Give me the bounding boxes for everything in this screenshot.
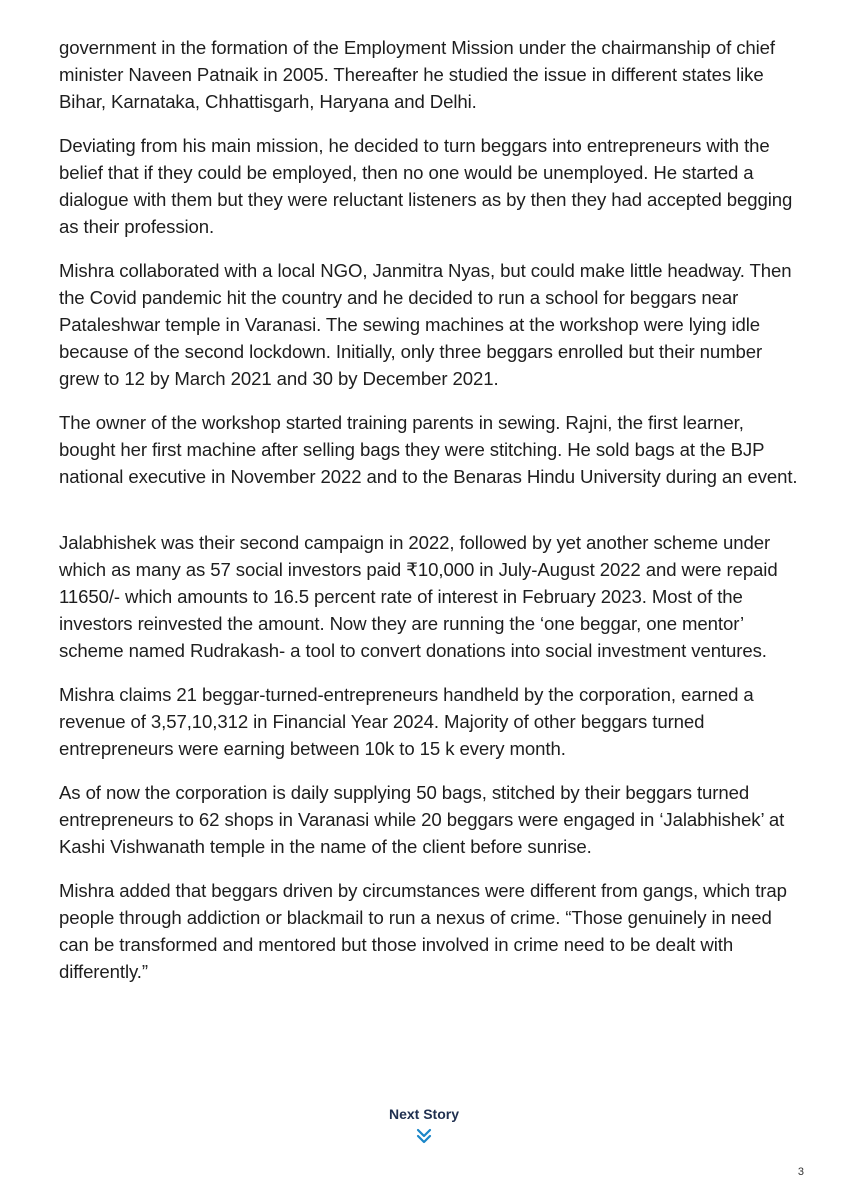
article-body bbox=[59, 34, 799, 985]
paragraph-1: government in the formation of the Employment Mission under the chairmanship of chief minister Naveen Patnaik in 2005. Thereafter he studied the issue in different states like Bihar, Karnataka, Chhattisgarh, Haryana and Delhi. bbox=[59, 37, 775, 112]
paragraph-6: Mishra claims 21 beggar-turned-entrepreneurs handheld by the corporation, earned a revenue of 3,57,10,312 in Financial Year 2024. Majority of other beggars turned entrepreneurs were earning between 10k to 15 k every month. bbox=[59, 684, 754, 759]
page-number: 3 bbox=[797, 1166, 804, 1178]
paragraph-3: Mishra collaborated with a local NGO, Janmitra Nyas, but could make little headway. Then the Covid pandemic hit the country and he decided to run a school for beggars near Pataleshwar temple in Varanasi. The sewing machines at the workshop were lying idle because of the second lockdown. Initially, only three beggars enrolled but their number grew to 12 by March 2021 and 30 by December 2021. bbox=[59, 260, 792, 389]
paragraph-7: As of now the corporation is daily supplying 50 bags, stitched by their beggars turned entrepreneurs to 62 shops in Varanasi while 20 beggars were engaged in ‘Jalabhishek’ at Kashi Vishwanath temple in the name of the client before sunrise. bbox=[59, 782, 785, 857]
double-chevron-down-icon[interactable] bbox=[416, 1128, 432, 1144]
paragraph-5: Jalabhishek was their second campaign in 2022, followed by yet another scheme under which as many as 57 social investors paid ₹10,000 in July-August 2022 and were repaid 11650/- which amounts to 16.5 percent rate of interest in February 2023. Most of the investors reinvested the amount. Now they are running the ‘one beggar, one mentor’ scheme named Rudrakash- a tool to convert donations into social investment ventures. bbox=[59, 532, 778, 661]
paragraph-2: Deviating from his main mission, he decided to turn beggars into entrepreneurs with the belief that if they could be employed, then no one would be unemployed. He started a dialogue with them but they were reluctant listeners as by then they had accepted begging as their profession. bbox=[59, 135, 793, 237]
next-story-label[interactable]: Next Story bbox=[388, 1106, 460, 1122]
next-story-link[interactable] bbox=[0, 1105, 848, 1144]
paragraph-8: Mishra added that beggars driven by circumstances were different from gangs, which trap people through addiction or blackmail to run a nexus of crime. “Those genuinely in need can be transformed and mentored but those involved in crime need to be dealt with differently.” bbox=[59, 880, 787, 982]
paragraph-4: The owner of the workshop started training parents in sewing. Rajni, the first learner, bought her first machine after selling bags they were stitching. He sold bags at the BJP national executive in November 2022 and to the Benaras Hindu University during an event. bbox=[59, 412, 798, 487]
